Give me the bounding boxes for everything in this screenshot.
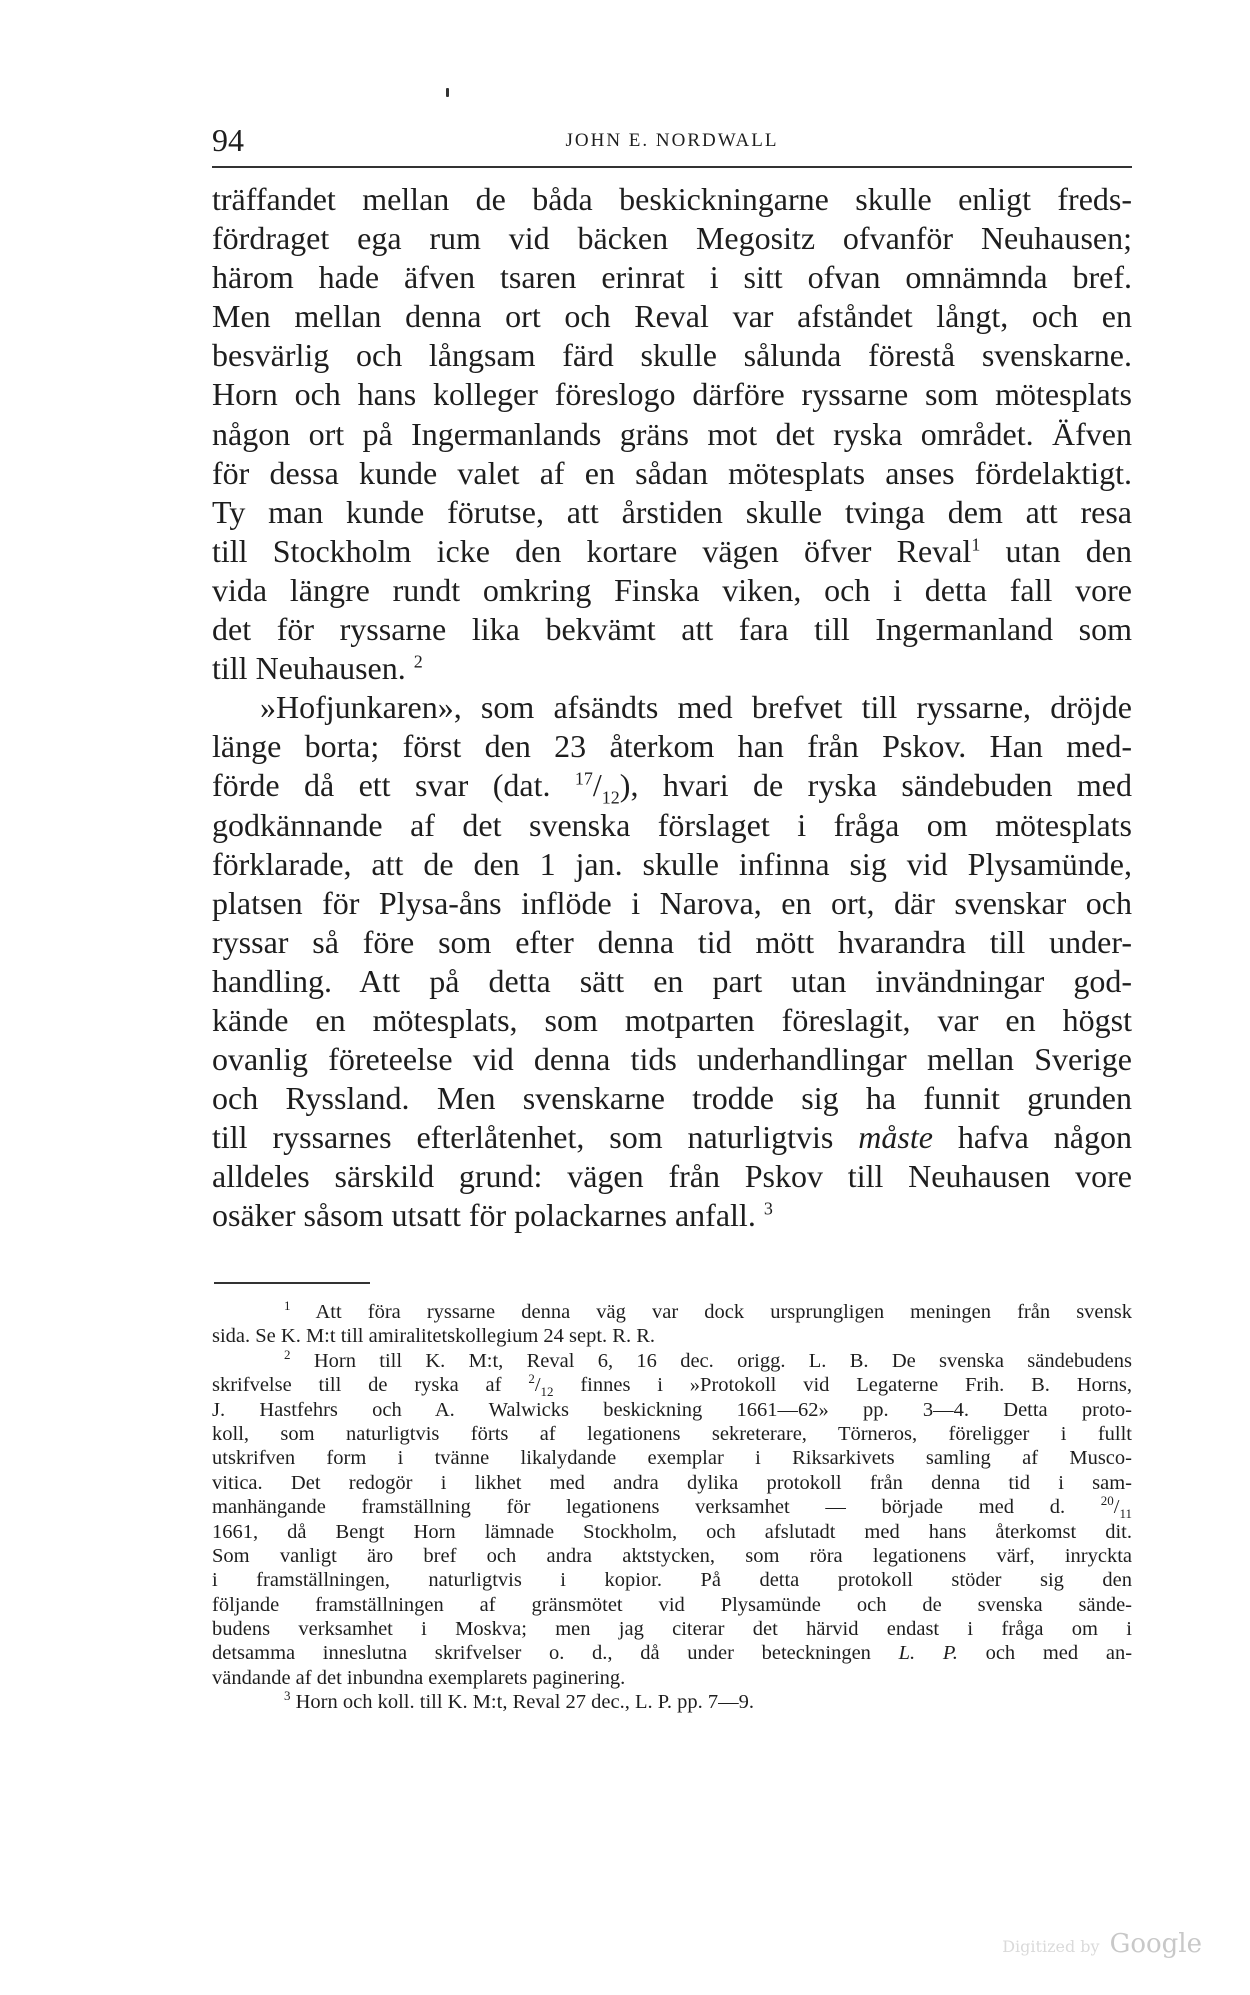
text-line: för dessa kunde valet af en sådan mötesplats anses fördelaktigt. [212, 454, 1132, 491]
footnote-2 [212, 1346, 1132, 1373]
text-line: länge borta; först den 23 återkom han från Pskov. Han med- [212, 728, 1132, 765]
footnote-line: Som vanligt äro bref och andra aktstycken, som röra legationens värf, inryckta [212, 1544, 1132, 1567]
footnote-line: följande framställningen af gränsmötet vid Plysamünde och de svenska sände- [212, 1593, 1132, 1616]
footnote-text: skrifvelse till de ryska af [212, 1374, 529, 1397]
footnote-3 [212, 1690, 1132, 1714]
footnote-line: 1661, då Bengt Horn lämnade Stockholm, och afslutadt med hans återkomst dit. [212, 1520, 1132, 1543]
footnotes [212, 1300, 1132, 1715]
fraction-denominator: 12 [540, 1384, 554, 1400]
watermark-prefix: Digitized by [1002, 1937, 1100, 1956]
fraction-numerator: 17 [574, 768, 593, 789]
footnote-text: Horn till K. M:t, Reval 6, 16 dec. origg. L. B. De svenska sändebudens [313, 1349, 1132, 1372]
footnote-line [212, 1641, 1132, 1665]
footnote-mark: 1 [284, 1298, 291, 1314]
text-line [212, 1118, 1132, 1157]
text-line: Ty man kunde förutse, att årstiden skulle tvinga dem att resa [212, 493, 1132, 530]
footnote-line: vändande af det inbundna exemplarets paginering. [212, 1666, 626, 1689]
date-fraction: $^{17}/_{12}$ [574, 767, 620, 808]
body-text [212, 180, 1132, 1236]
digitized-watermark [1002, 1929, 1202, 1959]
text-line: och Ryssland. Men svenskarne trodde sig ha funnit grunden [212, 1080, 1132, 1117]
fraction-numerator: 2 [528, 1371, 535, 1387]
text-run: till Neuhausen. [212, 650, 406, 687]
text-line: godkännande af det svenska förslaget i fråga om mötesplats [212, 806, 1132, 843]
text-line: handling. Att på detta sätt en part utan invändningar god- [212, 962, 1132, 999]
footnote-line [212, 1371, 1132, 1400]
text-run: hafva någon [932, 1119, 1133, 1156]
text-line [212, 766, 1133, 808]
text-line: platsen för Plysa-åns inflöde i Narova, en ort, där svenskar och [212, 884, 1132, 921]
footnote-line [212, 1493, 1132, 1522]
text-run: till Stockholm icke den kortare vägen öfver Reval [212, 532, 972, 569]
footnote-ref-1: 1 [971, 534, 981, 555]
page-header [212, 118, 1132, 164]
footnote-line: koll, som naturligtvis förts af legationens sekreterare, Törneros, föreligger i fullt [212, 1422, 1132, 1445]
fraction-numerator: 20 [1100, 1493, 1114, 1509]
footnote-line: vitica. Det redogör i likhet med andra dylika protokoll från denna tid i sam- [212, 1471, 1132, 1494]
header-rule [212, 166, 1132, 168]
text-line [212, 1196, 1132, 1235]
text-line: fördraget ega rum vid bäcken Megositz ofvanför Neuhausen; [212, 220, 1132, 257]
footnote-text: detsamma inneslutna skrifvelser o. d., då under beteckningen [212, 1642, 871, 1665]
text-line: Men mellan denna ort och Reval var afståndet långt, och en [212, 298, 1132, 335]
footnote-line: budens verksamhet i Moskva; men jag citerar det härvid endast i fråga om i [212, 1618, 1132, 1641]
text-line: träffandet mellan de båda beskickningarne skulle enligt freds- [212, 181, 1132, 217]
ink-speck [446, 88, 449, 97]
text-line: någon ort på Ingermanlands gräns mot det ryska området. Äfven [212, 415, 1132, 452]
footnote-ref-2: 2 [413, 651, 423, 672]
footnote-mark: 3 [284, 1688, 291, 1704]
date-fraction: $^2/_{12}$ [528, 1371, 554, 1400]
footnote-text: finnes i »Protokoll vid Legaterne Frih. B. Horns, [553, 1374, 1132, 1397]
paragraph-start: »Hofjunkaren», som afsändts med brefvet till ryssarne, dröjde [260, 689, 1132, 726]
text-line: besvärlig och långsam färd skulle sålunda förestå svenskarne. [212, 337, 1132, 374]
text-line: ovanlig företeelse vid denna tids underhandlingar mellan Sverige [212, 1041, 1132, 1078]
date-fraction: $^{20}/_{11}$ [1100, 1493, 1132, 1522]
page-number: 94 [212, 122, 244, 158]
text-line: förklarade, att de den 1 jan. skulle infinna sig vid Plysamünde, [212, 845, 1132, 882]
footnote-text: Horn och koll. till K. M:t, Reval 27 dec., L. P. pp. 7—9. [295, 1691, 754, 1714]
text-line: kände en mötesplats, som motparten föreslagit, var en högst [212, 1001, 1132, 1038]
text-line [212, 532, 1132, 571]
footnote-text: Att föra ryssarne denna väg var dock ursprungligen meningen från svensk [315, 1301, 1132, 1323]
footnote-line: J. Hastfehrs och A. Walwicks beskickning 1661—62» pp. 3—4. Detta proto- [212, 1398, 1132, 1421]
text-run: förde då ett svar (dat. [212, 767, 575, 804]
text-run: till ryssarnes efterlåtenhet, som naturligtvis [212, 1119, 859, 1156]
footnote-rule [214, 1282, 370, 1284]
text-line: det för ryssarne lika bekvämt att fara till Ingermanland som [212, 611, 1132, 648]
footnote-line: sida. Se K. M:t till amiralitetskollegium 24 sept. R. R. [212, 1325, 656, 1348]
watermark-brand: Google [1109, 1929, 1202, 1959]
text-line: ryssar så före som efter denna tid mött hvarandra till under- [212, 923, 1132, 960]
text-line [212, 649, 1132, 688]
footnote-1 [212, 1300, 1132, 1324]
footnote-ref-3: 3 [763, 1198, 773, 1219]
text-line: härom hade äfven tsaren erinrat i sitt ofvan omnämnda bref. [212, 259, 1132, 296]
fraction-denominator: 11 [1119, 1506, 1132, 1522]
text-line: vida längre rundt omkring Finska viken, och i detta fall vore [212, 571, 1132, 608]
text-line: alldeles särskild grund: vägen från Pskov till Neuhausen vore [212, 1158, 1132, 1195]
fraction-denominator: 12 [601, 787, 620, 808]
footnote-line: i framställningen, naturligtvis i kopior. På detta protokoll stöder sig den [212, 1569, 1132, 1592]
footnote-mark: 2 [284, 1346, 291, 1362]
footnote-line: utskrifven form i tvänne likalydande exemplar i Riksarkivets samling af Musco- [212, 1447, 1132, 1470]
emphasis: måste [858, 1119, 933, 1156]
emphasis: L. P. [898, 1642, 958, 1665]
text-run: ), hvari de ryska sändebuden med [619, 767, 1133, 804]
running-head: JOHN E. NORDWALL [565, 130, 779, 151]
footnote-text: manhängande framställning för legationens verksamhet — började med d. [212, 1496, 1101, 1519]
footnote-text: och med an- [957, 1642, 1133, 1665]
text-run: utan den [980, 532, 1133, 569]
text-run: osäker såsom utsatt för polackarnes anfall. [212, 1197, 756, 1234]
text-line: Horn och hans kolleger föreslogo därföre ryssarne som mötesplats [212, 376, 1132, 413]
